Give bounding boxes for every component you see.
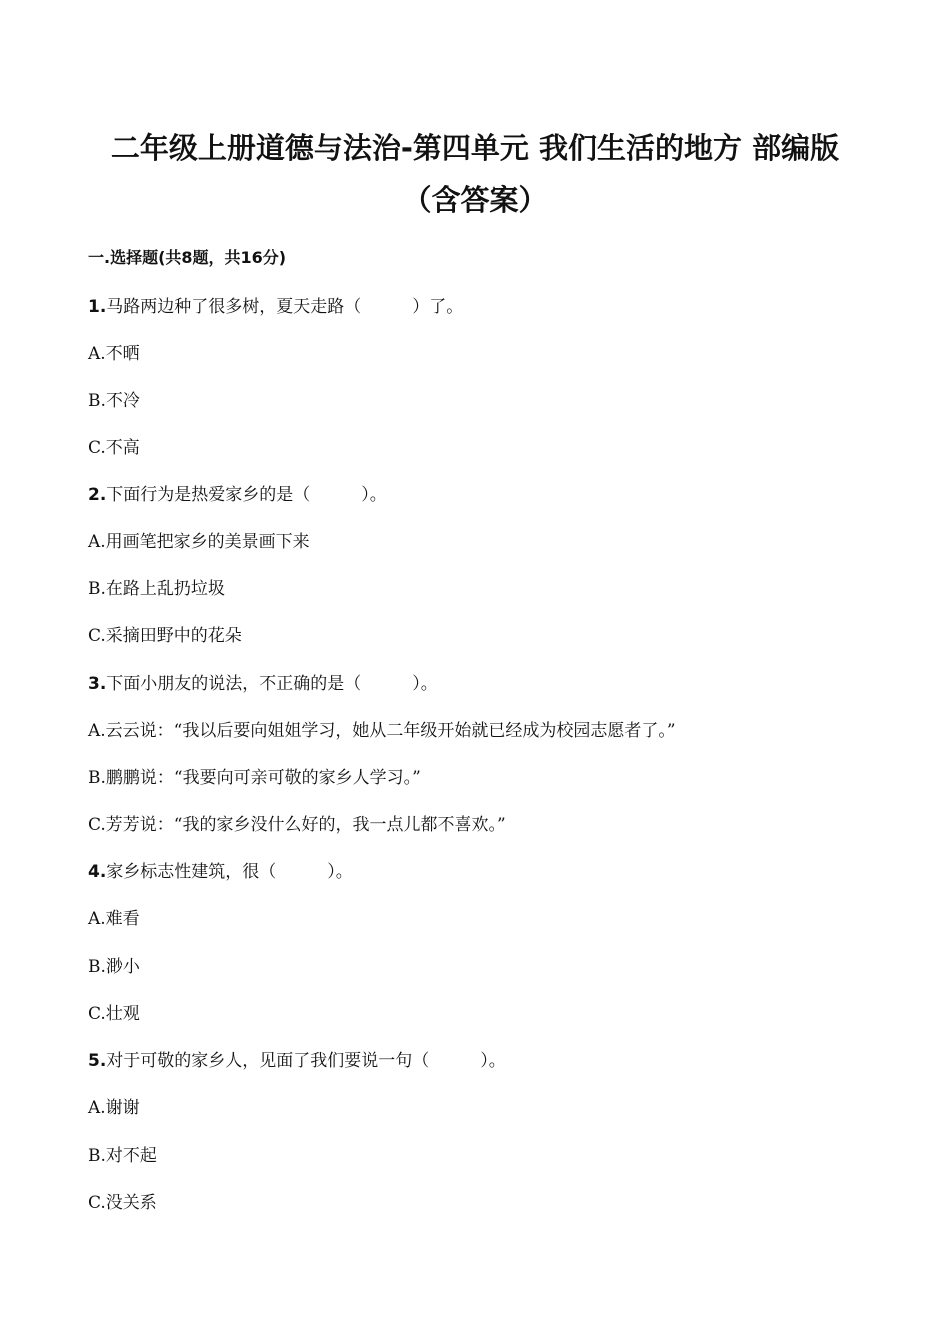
question-4-option-a: A.难看 — [88, 909, 140, 929]
question-5 — [88, 1049, 506, 1073]
question-text: 家乡标志性建筑，很（ ）。 — [106, 862, 353, 882]
question-1 — [88, 295, 463, 319]
question-2 — [88, 483, 387, 507]
question-text: 马路两边种了很多树，夏天走路（ ）了。 — [106, 297, 464, 317]
question-2-option-b: B.在路上乱扔垃圾 — [88, 579, 225, 599]
section-heading: 一.选择题(共8题，共16分) — [88, 248, 287, 267]
question-5-option-c: C.没关系 — [88, 1193, 157, 1213]
question-1-option-b: B.不冷 — [88, 391, 140, 411]
document-title-line-2: （含答案） — [402, 183, 548, 217]
question-2-option-a: A.用画笔把家乡的美景画下来 — [88, 532, 310, 552]
question-number: 4. — [88, 862, 107, 882]
question-2-option-c: C.采摘田野中的花朵 — [88, 626, 242, 646]
document-title-line-1: 二年级上册道德与法治-第四单元 我们生活的地方 部编版 — [110, 131, 840, 165]
question-number: 5. — [88, 1051, 107, 1071]
question-3-option-c: C.芳芳说：“我的家乡没什么好的，我一点儿都不喜欢。” — [88, 815, 506, 835]
question-3-option-a: A.云云说：“我以后要向姐姐学习，她从二年级开始就已经成为校园志愿者了。” — [88, 721, 676, 741]
question-1-option-a: A.不晒 — [88, 344, 140, 364]
question-4-option-b: B.渺小 — [88, 957, 140, 977]
question-number: 2. — [88, 485, 107, 505]
question-number: 3. — [88, 674, 107, 694]
question-4-option-c: C.壮观 — [88, 1004, 140, 1024]
question-number: 1. — [88, 297, 107, 317]
question-text: 对于可敬的家乡人，见面了我们要说一句（ ）。 — [106, 1051, 506, 1071]
question-3-option-b: B.鹏鹏说：“我要向可亲可敬的家乡人学习。” — [88, 768, 421, 788]
question-5-option-b: B.对不起 — [88, 1146, 157, 1166]
question-text: 下面小朋友的说法，不正确的是（ ）。 — [106, 674, 438, 694]
question-1-option-c: C.不高 — [88, 438, 140, 458]
question-5-option-a: A.谢谢 — [88, 1098, 140, 1118]
question-3 — [88, 672, 438, 696]
question-text: 下面行为是热爱家乡的是（ ）。 — [106, 485, 387, 505]
question-4 — [88, 860, 353, 884]
